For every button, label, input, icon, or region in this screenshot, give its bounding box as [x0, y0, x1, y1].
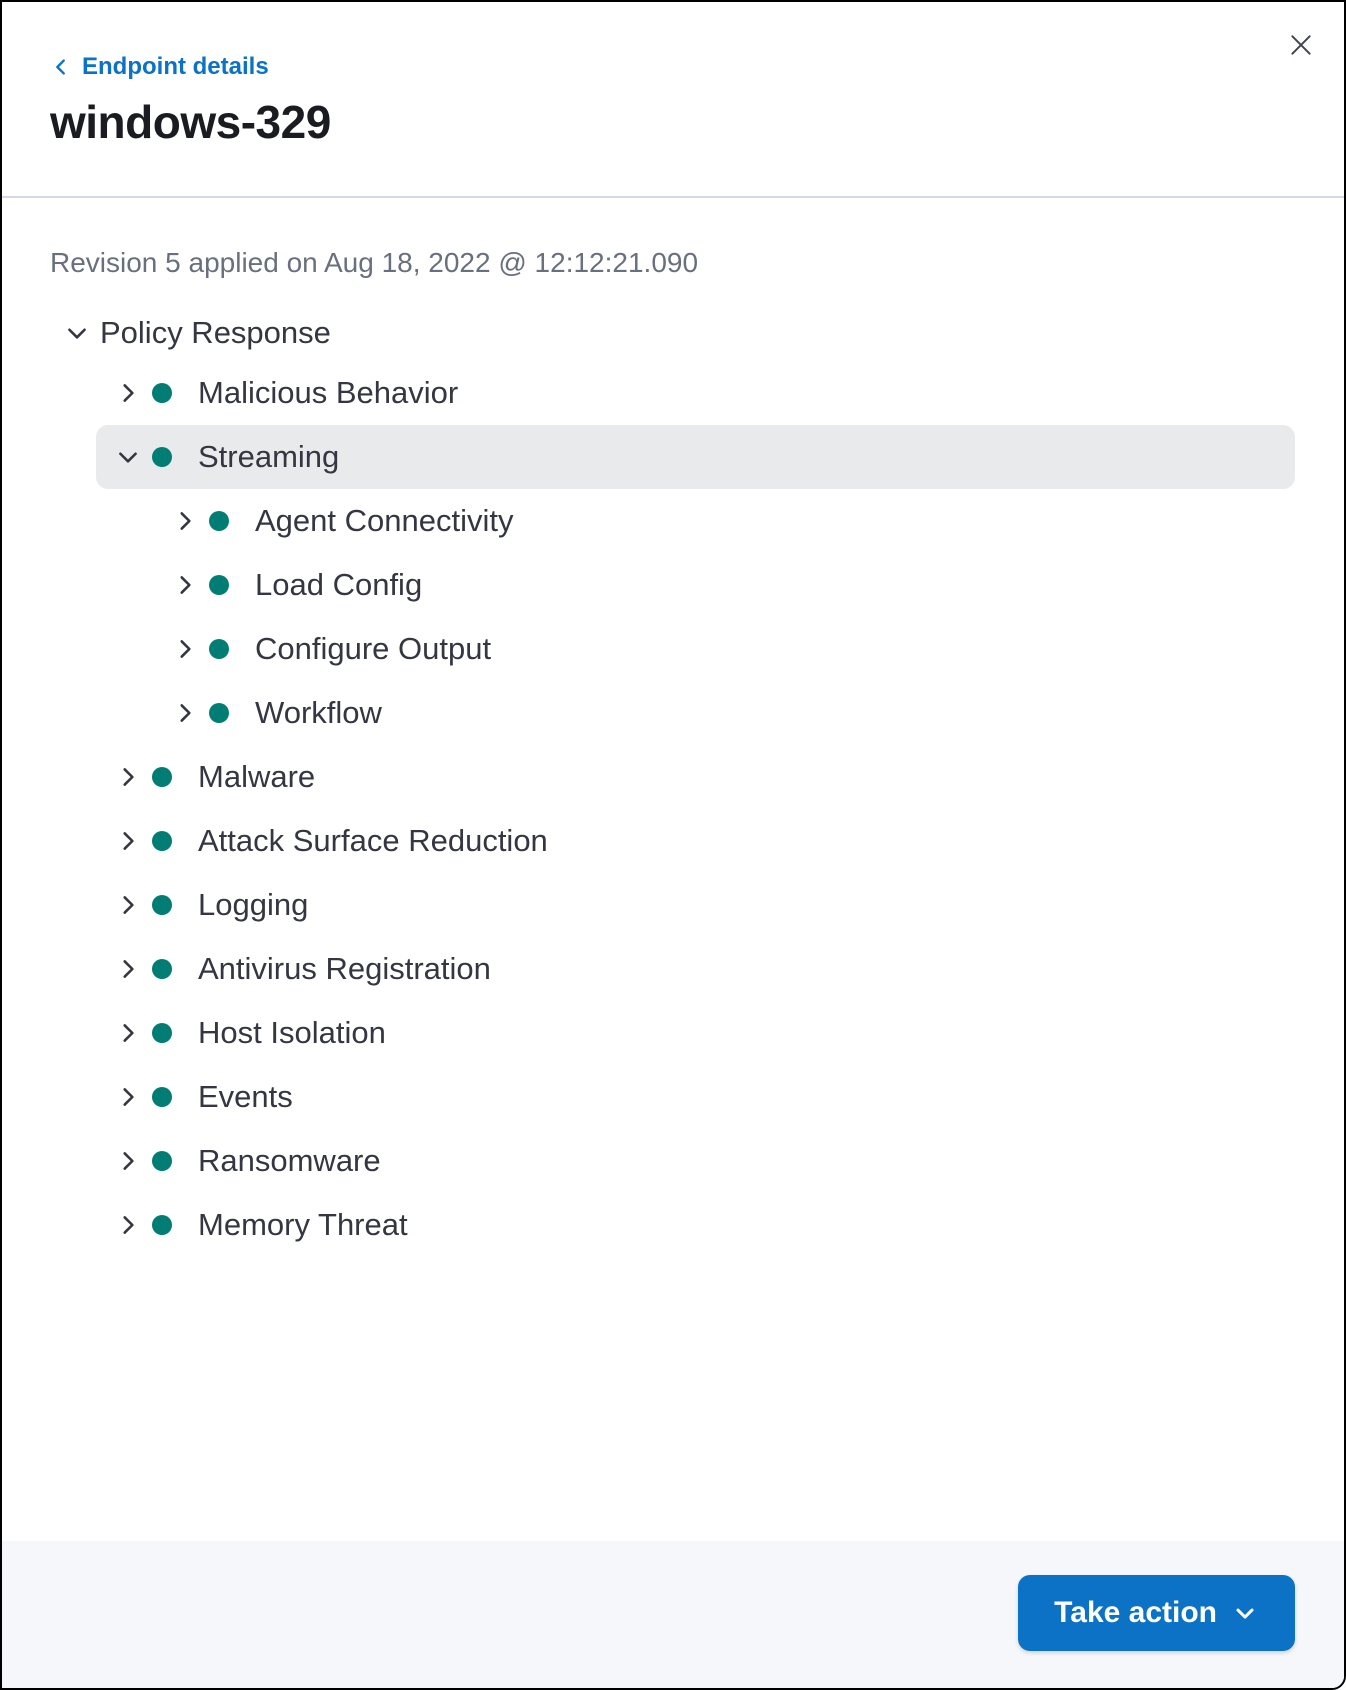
chevron-right-icon [115, 956, 141, 982]
chevron-right-icon [115, 828, 141, 854]
close-icon [1288, 32, 1314, 61]
back-link-label: Endpoint details [82, 53, 269, 80]
tree-node-load-config[interactable] [96, 553, 1295, 617]
page-title: windows-329 [50, 96, 331, 148]
status-dot-icon [152, 447, 172, 467]
tree-node-ransomware[interactable] [96, 1129, 1295, 1193]
status-dot-icon [152, 1023, 172, 1043]
status-dot-icon [209, 703, 229, 723]
take-action-button[interactable] [1018, 1575, 1295, 1651]
tree-node-label: Logging [198, 887, 309, 922]
tree-node-streaming[interactable] [96, 425, 1295, 489]
close-flyout-button[interactable] [1285, 30, 1317, 62]
chevron-right-icon [172, 508, 198, 534]
take-action-label: Take action [1054, 1596, 1217, 1629]
chevron-down-icon [115, 444, 141, 470]
tree-node-workflow[interactable] [96, 681, 1295, 745]
tree-node-label: Memory Threat [198, 1207, 408, 1242]
status-dot-icon [152, 767, 172, 787]
flyout-header [2, 2, 1344, 198]
tree-node-label: Ransomware [198, 1143, 381, 1178]
tree-node-label: Configure Output [255, 631, 492, 666]
revision-applied-text: Revision 5 applied on Aug 18, 2022 @ 12:12:21.090 [50, 247, 699, 278]
chevron-right-icon [115, 1020, 141, 1046]
back-to-endpoint-details-link[interactable] [50, 52, 269, 82]
tree-node-label: Agent Connectivity [255, 503, 514, 538]
tree-node-label: Attack Surface Reduction [198, 823, 548, 858]
status-dot-icon [152, 1087, 172, 1107]
status-dot-icon [152, 895, 172, 915]
tree-node-events[interactable] [96, 1065, 1295, 1129]
policy-response-tree [2, 305, 1344, 1257]
tree-node-attack-surface-reduction[interactable] [96, 809, 1295, 873]
chevron-right-icon [115, 1148, 141, 1174]
tree-node-label: Streaming [198, 439, 340, 474]
status-dot-icon [152, 1151, 172, 1171]
tree-node-policy-response[interactable] [2, 305, 1295, 361]
flyout-footer [2, 1541, 1344, 1688]
status-dot-icon [152, 831, 172, 851]
tree-node-agent-connectivity[interactable] [96, 489, 1295, 553]
chevron-right-icon [172, 572, 198, 598]
chevron-right-icon [172, 636, 198, 662]
tree-node-memory-threat[interactable] [96, 1193, 1295, 1257]
tree-node-label: Events [198, 1079, 293, 1114]
tree-node-antivirus-registration[interactable] [96, 937, 1295, 1001]
chevron-down-icon [64, 320, 90, 346]
tree-node-label: Load Config [255, 567, 423, 602]
chevron-left-icon [50, 56, 72, 78]
tree-node-host-isolation[interactable] [96, 1001, 1295, 1065]
tree-node-label: Malware [198, 759, 316, 794]
tree-node-label: Policy Response [100, 315, 331, 350]
status-dot-icon [209, 639, 229, 659]
status-dot-icon [209, 511, 229, 531]
chevron-down-icon [1231, 1599, 1259, 1627]
chevron-right-icon [115, 1084, 141, 1110]
chevron-right-icon [115, 892, 141, 918]
tree-node-malicious-behavior[interactable] [96, 361, 1295, 425]
flyout-body [2, 198, 1344, 1541]
status-dot-icon [152, 959, 172, 979]
chevron-right-icon [172, 700, 198, 726]
tree-node-configure-output[interactable] [96, 617, 1295, 681]
tree-node-malware[interactable] [96, 745, 1295, 809]
tree-node-label: Workflow [255, 695, 382, 730]
tree-node-label: Malicious Behavior [198, 375, 459, 410]
chevron-right-icon [115, 1212, 141, 1238]
chevron-right-icon [115, 380, 141, 406]
tree-node-label: Antivirus Registration [198, 951, 491, 986]
chevron-right-icon [115, 764, 141, 790]
status-dot-icon [209, 575, 229, 595]
tree-node-logging[interactable] [96, 873, 1295, 937]
tree-node-label: Host Isolation [198, 1015, 386, 1050]
status-dot-icon [152, 383, 172, 403]
status-dot-icon [152, 1215, 172, 1235]
